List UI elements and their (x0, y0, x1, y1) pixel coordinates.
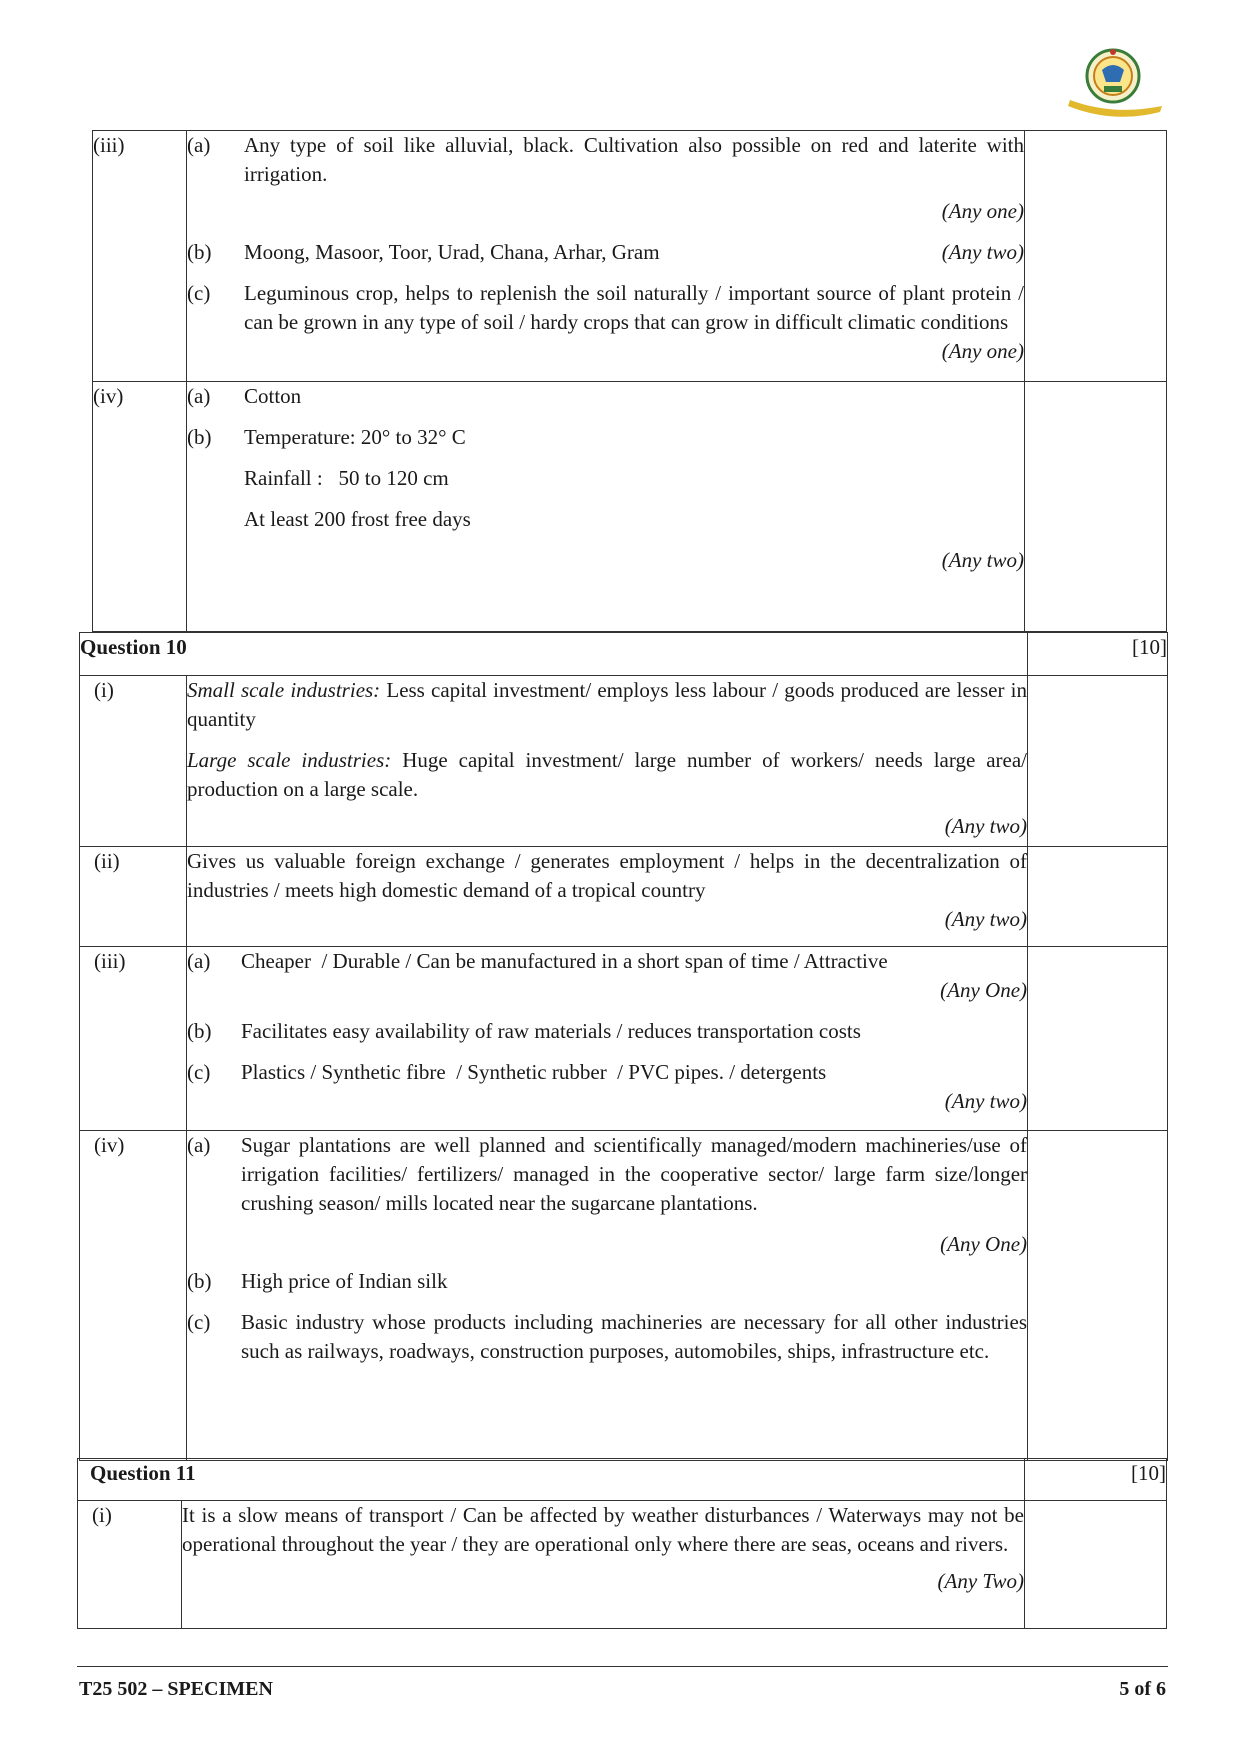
list-item (187, 1267, 1027, 1296)
question-number: (i) (80, 676, 187, 847)
answer-table-q9 (92, 130, 1167, 632)
paper-code: T25 502 – SPECIMEN (79, 1678, 273, 1700)
answer-text: Gives us valuable foreign exchange / generates employment / helps in the decentralization of industries / meets high domestic demand of a tropical country (187, 849, 1049, 902)
question-number: (ii) (80, 847, 187, 947)
answer-text: Basic industry whose products including machineries are necessary for all other industries such as railways, roadways, construction purposes, automobiles, ships, infrastructure etc. (241, 1310, 1028, 1363)
part-label: (c) (187, 1060, 211, 1084)
answer-table-q11 (77, 1458, 1167, 1629)
answer-cell (187, 382, 1025, 632)
list-item (187, 947, 1027, 1005)
part-label: (b) (187, 240, 212, 264)
table-row (93, 131, 1167, 382)
question-title: Question 10 (80, 633, 1028, 676)
answer-cell (187, 847, 1049, 947)
question-number: (i) (78, 1501, 182, 1629)
any-note: (Any two) (944, 814, 1028, 838)
answer-block (241, 947, 1027, 1005)
list-item (187, 238, 1024, 267)
part-label: (b) (187, 425, 212, 449)
marks-cell (1025, 1501, 1167, 1629)
question-number: (iii) (93, 131, 187, 382)
list-item (187, 382, 1024, 411)
term-label: Small scale industries: (187, 678, 381, 702)
answer-block (244, 279, 1024, 366)
list-item (187, 1017, 1027, 1046)
answer-line: Temperature: 20° to 32° C (244, 425, 466, 449)
answer-block (241, 1131, 1027, 1259)
answer-block (244, 423, 1024, 575)
answer-paragraph (187, 746, 1027, 804)
answer-text: Less capital investment/ employs less labour / goods produced are lesser in quantity (187, 678, 1028, 731)
answer-text: Sugar plantations are well planned and scientifically managed/modern machineries/use of irrigation facilities/ fertilizers/ managed in the cooperative sector/ large farm size/longer crushing season/ mills located near the sugarcane plantations. (241, 1133, 1028, 1215)
any-note: (Any two) (944, 907, 1028, 931)
marks-cell (1025, 382, 1167, 632)
any-note: (Any One) (940, 978, 1028, 1002)
part-label: (a) (187, 133, 211, 157)
any-note: (Any One) (940, 1232, 1028, 1256)
question-header-row (78, 1459, 1167, 1501)
table-row (80, 1131, 1168, 1461)
marks-cell (1028, 947, 1168, 1131)
part-label: (c) (187, 1310, 211, 1334)
marks-cell (1025, 131, 1167, 382)
answer-table-q10 (79, 632, 1168, 1461)
list-item (187, 279, 1024, 366)
marks-cell (1028, 847, 1168, 947)
answer-text: Any type of soil like alluvial, black. Cultivation also possible on red and laterite with irrigation. (244, 133, 1024, 186)
question-number: (iv) (80, 1131, 187, 1461)
answer-paragraph (187, 676, 1027, 734)
term-label: Large scale industries: (187, 748, 392, 772)
question-marks: [10] (1028, 633, 1168, 676)
answer-text: It is a slow means of transport / Can be affected by weather disturbances / Waterways may not be operational throughout the year / they are operational only where there are seas, oceans and rivers. (182, 1503, 1025, 1556)
answer-cell (182, 1501, 1025, 1629)
any-note: (Any two) (944, 1089, 1028, 1113)
answer-text: Cotton (244, 384, 302, 408)
part-label: (a) (187, 384, 211, 408)
question-title: Question 11 (78, 1459, 1025, 1501)
part-label: (c) (187, 281, 211, 305)
any-note: (Any one) (941, 199, 1024, 223)
page-number: 5 of 6 (1119, 1678, 1166, 1700)
answer-cell (187, 676, 1028, 847)
answer-text: Huge capital investment/ large number of workers/ needs large area/ production on a large scale. (187, 748, 1028, 801)
answer-text: High price of Indian silk (241, 1269, 448, 1293)
list-item (187, 1308, 1027, 1366)
question-header-row (80, 633, 1168, 676)
answer-text: Moong, Masoor, Toor, Urad, Chana, Arhar, Gram (244, 240, 660, 264)
answer-block (241, 1058, 1027, 1116)
part-label: (b) (187, 1269, 212, 1293)
question-number: (iv) (93, 382, 187, 632)
list-item (187, 423, 1024, 575)
any-note: (Any two) (941, 240, 1024, 264)
table-row (80, 676, 1168, 847)
any-note: (Any Two) (937, 1569, 1025, 1593)
question-marks: [10] (1025, 1459, 1167, 1501)
answer-line (244, 238, 1024, 267)
table-row (78, 1501, 1167, 1629)
answer-text: Plastics / Synthetic fibre / Synthetic rubber / PVC pipes. / detergents (241, 1060, 827, 1084)
any-note: (Any two) (941, 548, 1024, 572)
marks-cell (1028, 1131, 1168, 1461)
table-row (93, 382, 1167, 632)
answer-text: Leguminous crop, helps to replenish the soil naturally / important source of plant protein / can be grown in any type of soil / hardy crops that can grow in difficult climatic conditions (244, 281, 1024, 334)
answer-line: Rainfall : 50 to 120 cm (244, 466, 449, 490)
list-item (187, 131, 1024, 189)
question-number: (iii) (80, 947, 187, 1131)
table-row (80, 947, 1168, 1131)
part-label: (a) (187, 1133, 211, 1157)
any-note: (Any one) (941, 339, 1024, 363)
answer-cell (187, 131, 1025, 382)
answer-text: Facilitates easy availability of raw materials / reduces transportation costs (241, 1019, 861, 1043)
answer-text: Cheaper / Durable / Can be manufactured in a short span of time / Attractive (241, 949, 888, 973)
table-row (80, 847, 1168, 947)
page-footer (77, 1666, 1168, 1700)
part-label: (b) (187, 1019, 212, 1043)
answer-line: At least 200 frost free days (244, 507, 471, 531)
part-label: (a) (187, 949, 211, 973)
list-item (187, 1131, 1027, 1259)
marks-cell (1028, 676, 1168, 847)
list-item (187, 1058, 1027, 1116)
cisce-emblem-icon (1058, 42, 1168, 124)
answer-cell (187, 1131, 1028, 1461)
answer-cell (187, 947, 1028, 1131)
